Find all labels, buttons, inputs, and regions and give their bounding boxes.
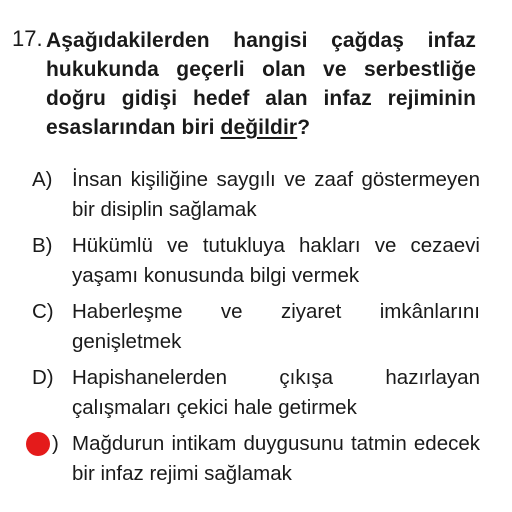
option-e-text: Mağdurun intikam duygusunu tatmin edecek bir infaz rejimi sağlamak xyxy=(72,432,480,485)
option-c-text: Haberleşme ve ziyaret imkânlarını genişletmek xyxy=(72,300,480,353)
option-d-letter: D) xyxy=(32,366,54,389)
option-a-letter: A) xyxy=(32,168,53,191)
option-d[interactable] xyxy=(32,363,480,423)
option-b-text: Hükümlü ve tutukluya hakları ve cezaevi yaşamı konusunda bilgi vermek xyxy=(72,234,480,287)
option-d-text: Hapishanelerden çıkışa hazırlayan çalışmaları çekici hale getirmek xyxy=(72,366,480,419)
option-b-letter: B) xyxy=(32,234,53,257)
option-a[interactable] xyxy=(32,165,480,225)
option-b[interactable] xyxy=(32,231,480,291)
question-stem-text: Aşağıdakilerden hangisi çağdaş infaz hukukunda geçerli olan ve serbestliğe doğru gidişi hedef alan infaz rejiminin esaslarından biri xyxy=(46,29,476,139)
question-stem xyxy=(46,26,476,142)
question-number: 17. xyxy=(12,26,43,51)
selected-answer-marker-icon xyxy=(26,432,50,456)
question-stem-underlined: değildir xyxy=(220,116,298,139)
option-e-letter: ) xyxy=(52,432,59,455)
option-a-text: İnsan kişiliğine saygılı ve zaaf göstermeyen bir disiplin sağlamak xyxy=(72,168,480,221)
option-c[interactable] xyxy=(32,297,480,357)
option-e[interactable] xyxy=(32,429,480,489)
question-stem-end: ? xyxy=(297,116,311,139)
answer-options xyxy=(32,165,480,495)
option-c-letter: C) xyxy=(32,300,54,323)
